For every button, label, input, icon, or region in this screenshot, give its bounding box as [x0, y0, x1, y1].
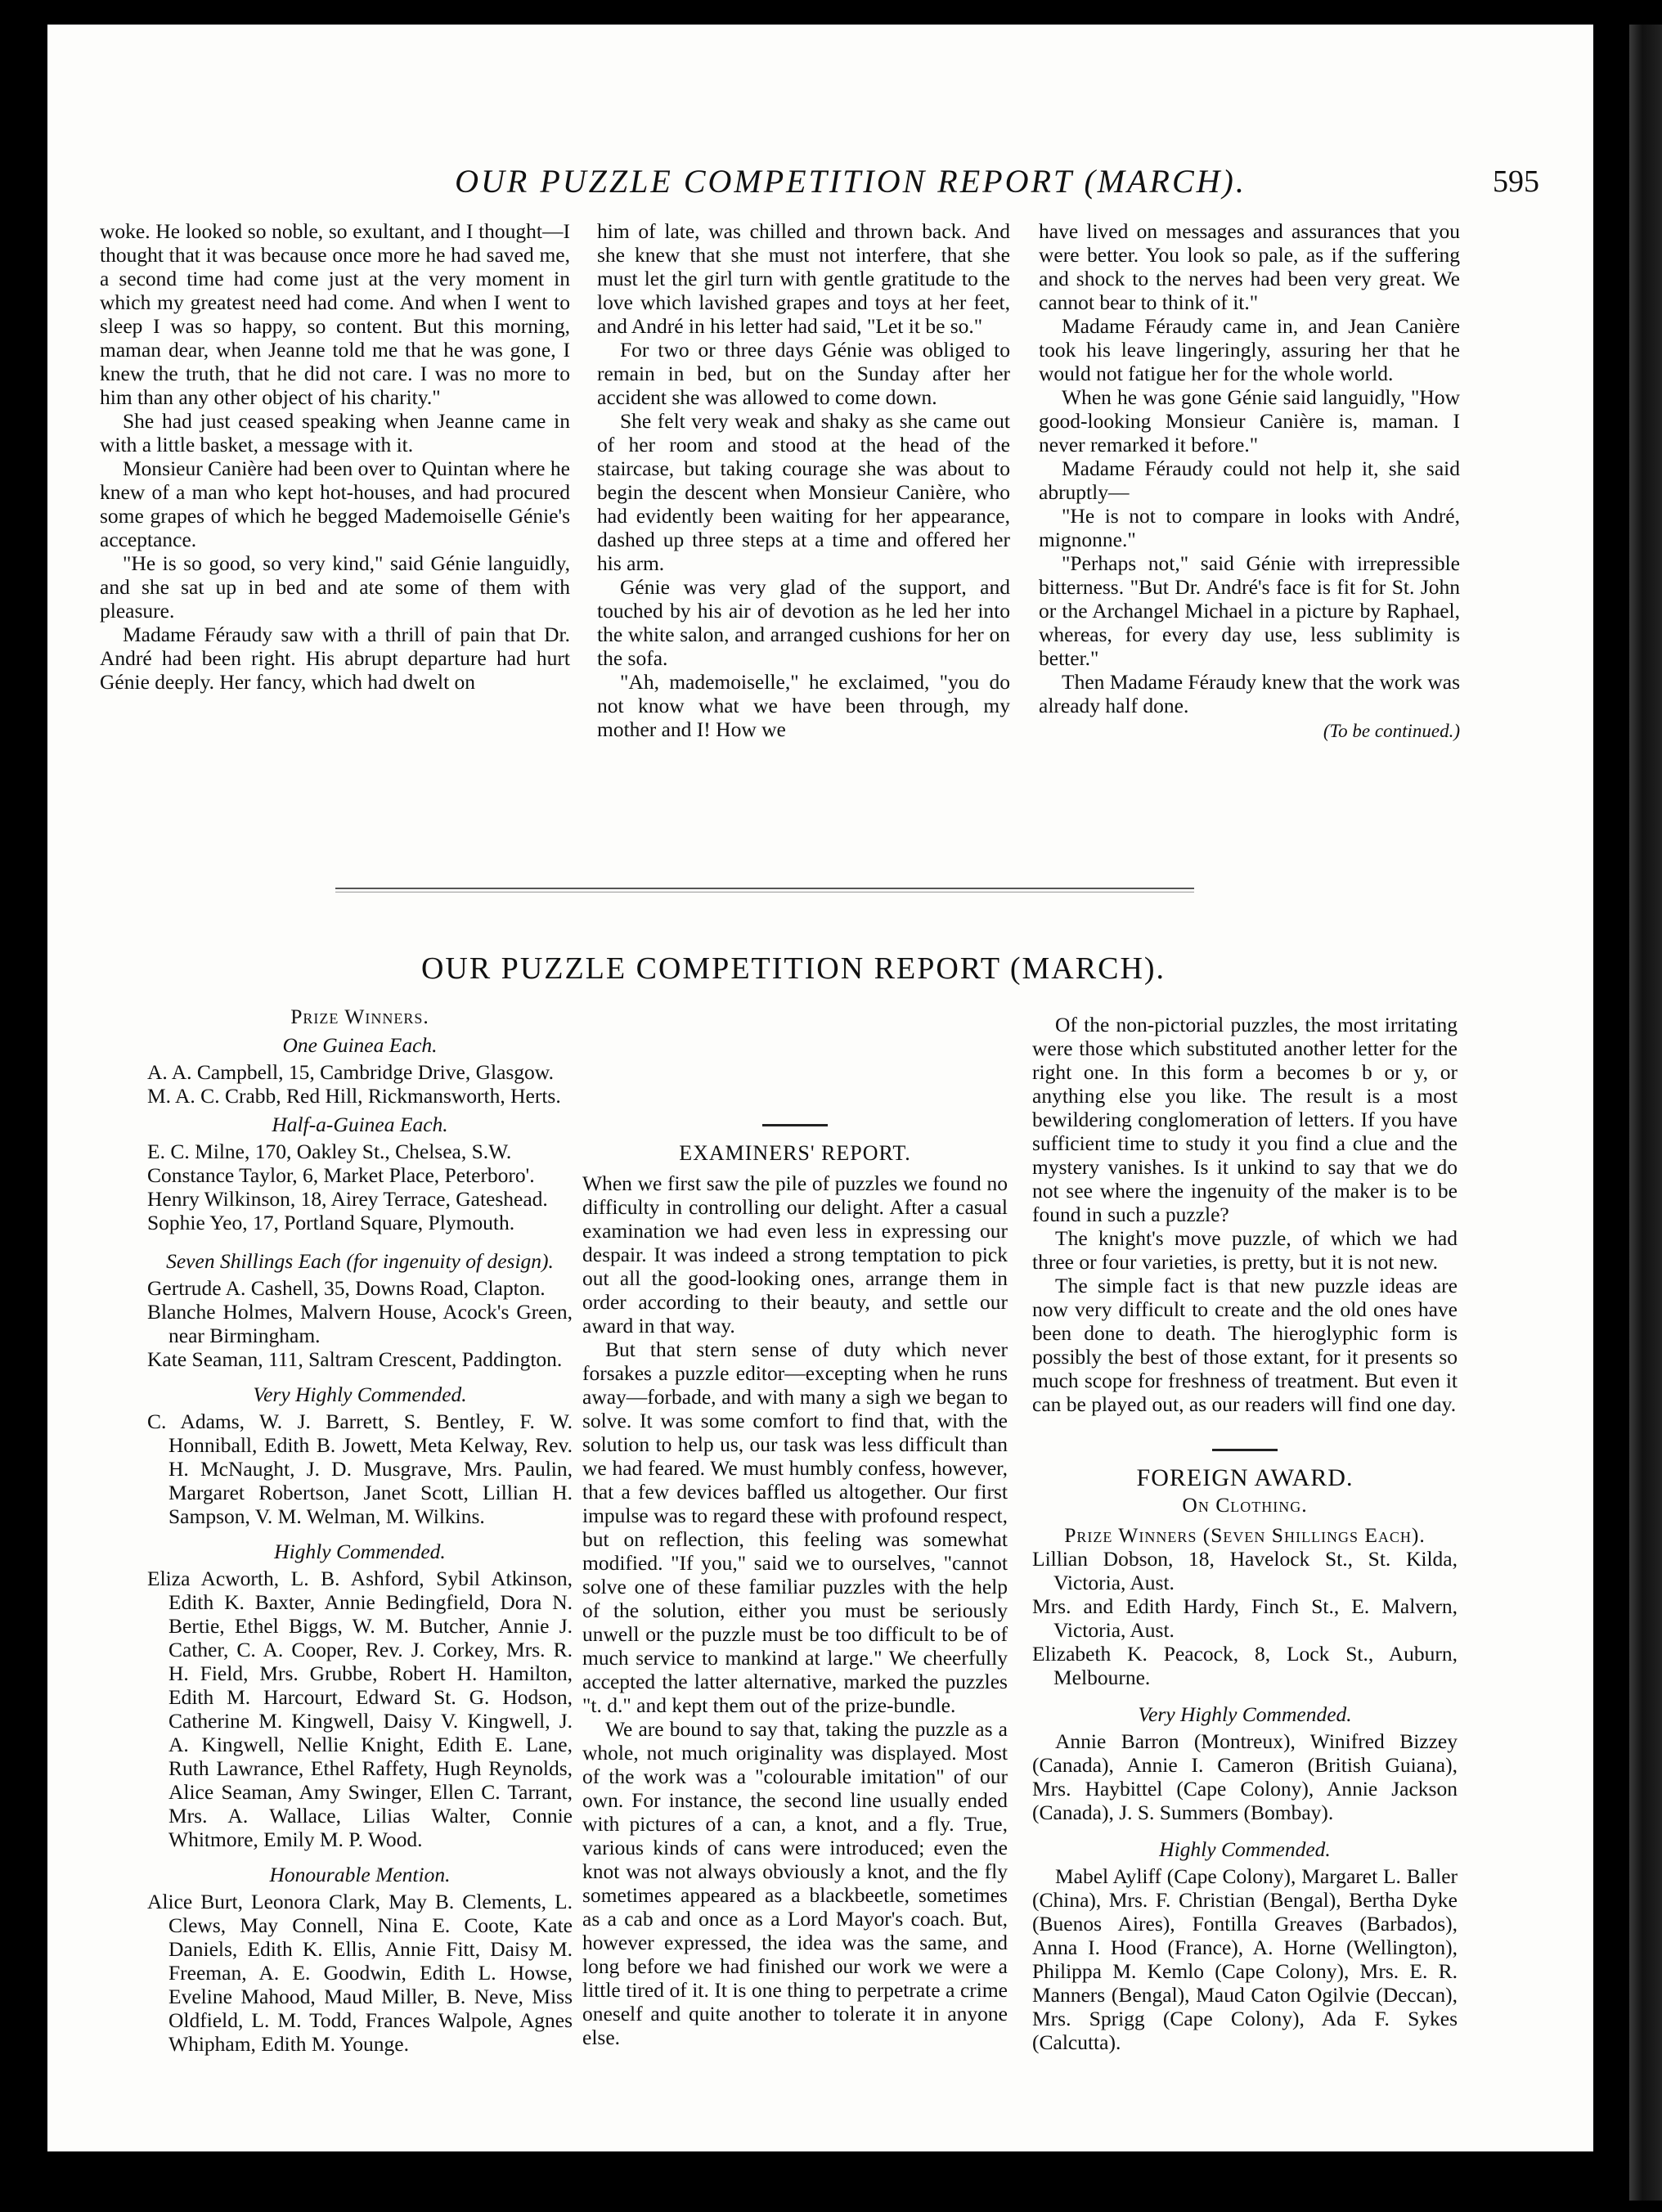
winner-entry: Sophie Yeo, 17, Portland Square, Plymouth. [147, 1211, 515, 1234]
highly-commended-heading: Highly Commended. [274, 1540, 446, 1563]
page-number: 595 [1493, 164, 1539, 199]
winner-entry: Gertrude A. Cashell, 35, Downs Road, Clapton. [147, 1276, 546, 1300]
paragraph: She felt very weak and shaky as she came out of her room and stood at the head of the staircase, but taking courage she was about to begin the descent when Monsieur Canière, who had evidently been waiting for her appearance, dashed up three steps at a time and offered her his arm. [597, 409, 1010, 575]
winner-entry: Mrs. and Edith Hardy, Finch St., E. Malvern, Victoria, Aust. [1032, 1594, 1458, 1642]
story-column-1 [100, 219, 570, 694]
continued-list-space [582, 1005, 1008, 1111]
paragraph: But that stern sense of duty which never forsakes a puzzle editor—excepting when he runs away—forbade, and with many a sigh we began to solve. It was some comfort to find that, with the solution to help us, our task was less difficult than we had feared. We must humbly confess, however, that a few devices baffled us altogether. Our first impulse was to regard these with profound respect, but on reflection, this feeling was somewhat modified. "If you," said we to ourselves, "cannot solve one of these familiar puzzles with the help of the solution, either you must be seriously unwell or the puzzle must be too difficult to be of much service to mankind at large." We cheerfully accepted the latter alternative, marked the puzzles "t. d." and kept them out of the prize-bundle. [582, 1338, 1008, 1717]
examiners-report-heading: EXAMINERS' REPORT. [679, 1141, 911, 1165]
prize-winners-heading: Prize Winners. [290, 1005, 429, 1028]
paragraph: "Perhaps not," said Génie with irrepressible bitterness. "But Dr. André's face is fit for St. John or the Archangel Michael in a picture by Raphael, whereas, for every day use, less sublimity is better." [1039, 551, 1460, 670]
report-column-2 [582, 1005, 1008, 2049]
report-title: OUR PUZZLE COMPETITION REPORT (MARCH). [420, 951, 1166, 986]
foreign-award-heading: FOREIGN AWARD. [1136, 1464, 1354, 1491]
one-guinea-heading: One Guinea Each. [282, 1033, 438, 1057]
winner-entry: Lillian Dobson, 18, Havelock St., St. Kilda, Victoria, Aust. [1032, 1547, 1458, 1594]
paragraph: Madame Féraudy saw with a thrill of pain that Dr. André had been right. His abrupt departure had hurt Génie deeply. Her fancy, which had dwelt on [100, 623, 570, 694]
paragraph: have lived on messages and assurances that you were better. You look so pale, as if the suffering and shock to the nerves had been very great. We cannot bear to think of it." [1039, 219, 1460, 314]
paragraph: Génie was very glad of the support, and touched by his air of devotion as he led her into the white salon, and arranged cushions for her on the sofa. [597, 575, 1010, 670]
paragraph: When we first saw the pile of puzzles we found no difficulty in controlling our delight. After a casual examination we had even less in expressing our despair. It was indeed a strong temptation to pick out all the good-looking ones, arrange them in order according to their beauty, and settle our award in that way. [582, 1171, 1008, 1338]
paragraph: woke. He looked so noble, so exultant, and I thought—I thought that it was because once more he had saved me, a second time had come just at the very moment in which my greatest need had come. And when I went to sleep I was so happy, so content. But this morning, maman dear, when Jeanne told me that he was gone, I knew the truth, that he did not care. I was no more to him than any other object of his charity." [100, 219, 570, 409]
section-divider [335, 888, 1194, 892]
winner-entry: Blanche Holmes, Malvern House, Acock's Green, near Birmingham. [147, 1300, 573, 1347]
paragraph: The simple fact is that new puzzle ideas are now very difficult to create and the old ones have been done to death. The hieroglyphic form is possibly the best of those extant, for it presents so much scope for freshness of treatment. But even it can be played out, as our readers will find one day. [1032, 1274, 1458, 1416]
paragraph: Of the non-pictorial puzzles, the most irritating were those which substituted another letter for the right one. In this form a becomes b or y, or anything else you like. The result is a most bewildering conglomeration of letters. If you have sufficient time to study it you find a clue and the mystery vanishes. Is it unkind to say that we do not see where the ingenuity of the maker is to be found in such a puzzle? [1032, 1013, 1458, 1226]
winner-entry: Henry Wilkinson, 18, Airey Terrace, Gateshead. [147, 1187, 548, 1211]
foreign-prize-heading: Prize Winners (Seven Shillings Each). [1064, 1523, 1426, 1547]
highly-commended-list: Eliza Acworth, L. B. Ashford, Sybil Atkinson, Edith K. Baxter, Annie Bedingfield, Dora N. Bertie, Ethel Biggs, W. M. Butcher, Annie J. Cather, C. A. Cooper, Rev. J. Corkey, Mrs. R. H. Field, Mrs. Grubbe, Robert H. Hamilton, Edith M. Harcourt, Edward St. G. Hodson, Catherine M. Kingwell, Daisy V. Kingwell, J. A. Kingwell, Nellie Knight, Edith E. Lane, Ruth Lawrance, Ethel Raffety, Hugh Reynolds, Alice Seaman, Amy Swinger, Ellen C. Tarrant, Mrs. A. Wallace, Lilias Walter, Connie Whitmore, Emily M. P. Wood. [147, 1567, 573, 1851]
running-title: OUR PUZZLE COMPETITION REPORT (MARCH). [455, 163, 1246, 200]
paragraph: "He is not to compare in looks with André, mignonne." [1039, 504, 1460, 551]
paragraph: The knight's move puzzle, of which we had three or four varieties, is pretty, but it is not new. [1032, 1226, 1458, 1274]
paragraph: "He is so good, so very kind," said Génie languidly, and she sat up in bed and ate some of them with pleasure. [100, 551, 570, 623]
book-spine [1629, 25, 1662, 2201]
paragraph: When he was gone Génie said languidly, "How good-looking Monsieur Canière is, maman. I never remarked it before." [1039, 385, 1460, 456]
rule [762, 1124, 828, 1126]
winner-entry: A. A. Campbell, 15, Cambridge Drive, Glasgow. [147, 1060, 554, 1084]
report-column-3 [1032, 1013, 1458, 2054]
on-clothing-heading: On Clothing. [1182, 1493, 1308, 1517]
paragraph: We are bound to say that, taking the puzzle as a whole, not much originality was displayed. Most of the work was a "colourable imitation" of our own. For instance, the second line usually ended with pictures of a can, a knot, and a fly. True, various kinds of cans were introduced; even the knot was not always obviously a knot, and the fly sometimes appeared as a blackbeetle, sometimes as a cab and once as a Lord Mayor's coach. But, however expressed, the idea was the same, and long before we had finished our work we were a little tired of it. It is one thing to perpetrate a crime oneself and quite another to tolerate it in anyone else. [582, 1717, 1008, 2049]
paragraph: Then Madame Féraudy knew that the work was already half done. [1039, 670, 1460, 717]
paragraph: him of late, was chilled and thrown back. And she knew that she must not interfere, that she must let the girl turn with gentle gratitude to the love which lavished grapes and toys at her feet, and André in his letter had said, "Let it be so." [597, 219, 1010, 338]
winner-entry: M. A. C. Crabb, Red Hill, Rickmansworth, Herts. [147, 1084, 561, 1108]
winner-entry: Kate Seaman, 111, Saltram Crescent, Paddington. [147, 1347, 563, 1371]
rule [1212, 1449, 1278, 1451]
paragraph: "Ah, mademoiselle," he exclaimed, "you do not know what we have been through, my mother and I! How we [597, 670, 1010, 741]
paragraph: Madame Féraudy could not help it, she said abruptly— [1039, 456, 1460, 504]
very-highly-commended-list: C. Adams, W. J. Barrett, S. Bentley, F. W. Honniball, Edith B. Jowett, Meta Kelway, Rev. H. McNaught, J. D. Musgrave, Mrs. Paulin, Margaret Robertson, Janet Scott, Lillian H. Sampson, V. M. Welman, M. Wilkins. [147, 1409, 573, 1528]
foreign-highly-heading: Highly Commended. [1159, 1837, 1331, 1861]
paragraph: She had just ceased speaking when Jeanne came in with a little basket, a message with it. [100, 409, 570, 456]
half-guinea-heading: Half-a-Guinea Each. [272, 1113, 448, 1136]
winner-entry: Elizabeth K. Peacock, 8, Lock St., Auburn, Melbourne. [1032, 1642, 1458, 1689]
foreign-very-highly-list: Annie Barron (Montreux), Winifred Bizzey (Canada), Annie I. Cameron (British Guiana), Mrs. Haybittel (Cape Colony), Annie Jackson (Canada), J. S. Summers (Bombay). [1032, 1729, 1458, 1824]
report-column-1 [147, 1005, 573, 2056]
paragraph: Monsieur Canière had been over to Quintan where he knew of a man who kept hot-houses, and had procured some grapes of which he begged Mademoiselle Génie's acceptance. [100, 456, 570, 551]
honourable-mention-heading: Honourable Mention. [269, 1863, 451, 1886]
winner-entry: Constance Taylor, 6, Market Place, Peterboro'. [147, 1163, 535, 1187]
foreign-very-highly-heading: Very Highly Commended. [1138, 1702, 1352, 1726]
foreign-highly-list: Mabel Ayliff (Cape Colony), Margaret L. Baller (China), Mrs. F. Christian (Bengal), Bertha Dyke (Buenos Aires), Fontilla Greaves (Barbados), Anna I. Hood (France), A. Horne (Wellington), Philippa M. Kemlo (Cape Colony), Mrs. E. R. Manners (Bengal), Maud Caton Ogilvie (Deccan), Mrs. Sprigg (Cape Colony), Ada F. Sykes (Calcutta). [1032, 1864, 1458, 2054]
to-be-continued: (To be continued.) [1323, 721, 1460, 741]
story-column-3 [1039, 219, 1460, 743]
honourable-mention-list: Alice Burt, Leonora Clark, May B. Clements, L. Clews, May Connell, Nina E. Coote, Kate Daniels, Edith K. Ellis, Annie Fitt, Daisy M. Freeman, A. E. Goodwin, Edith L. Howse, Eveline Mahood, Maud Miller, B. Neve, Miss Oldfield, L. M. Todd, Frances Walpole, Agnes Whipham, Edith M. Younge. [147, 1890, 573, 2056]
seven-shillings-heading: Seven Shillings Each (for ingenuity of design). [166, 1249, 554, 1273]
paragraph: Madame Féraudy came in, and Jean Canière took his leave lingeringly, assuring her that he would not fatigue her for the whole world. [1039, 314, 1460, 385]
very-highly-commended-heading: Very Highly Commended. [253, 1382, 467, 1406]
story-column-2 [597, 219, 1010, 741]
winner-entry: E. C. Milne, 170, Oakley St., Chelsea, S.W. [147, 1140, 512, 1163]
paragraph: For two or three days Génie was obliged to remain in bed, but on the Sunday after her accident she was allowed to come down. [597, 338, 1010, 409]
